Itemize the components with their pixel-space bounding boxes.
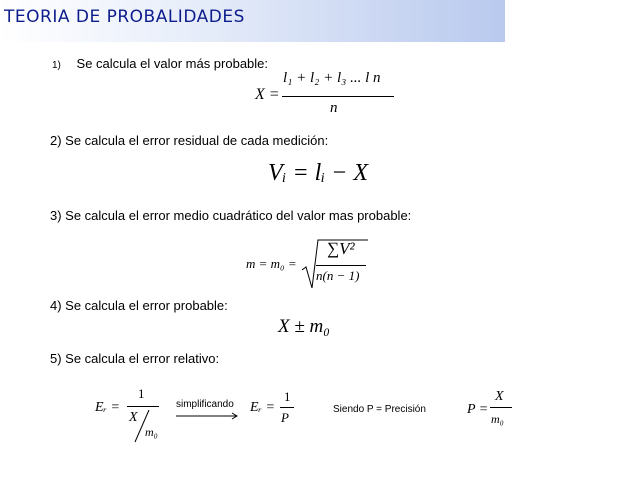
formula-4: X ± m₀ — [278, 316, 330, 337]
step-4: 4) Se calcula el error probable: — [50, 298, 228, 313]
formula-1-lhs: X = — [255, 86, 280, 103]
label-simplificando: simplificando — [176, 399, 234, 410]
p-lhs: P = — [467, 402, 489, 417]
step-1-text: Se calcula el valor más probable: — [76, 56, 269, 71]
formula-1-numerator: l₁ + l₂ + l₃ ... l n — [283, 70, 381, 86]
er1-lhs: Eᵣ = — [95, 400, 120, 415]
step-2: 2) Se calcula el error residual de cada medición: — [50, 133, 329, 148]
arrow-right-icon — [176, 412, 240, 420]
formula-3-sum: ∑V² — [327, 239, 355, 258]
p-fraction-bar — [490, 407, 512, 408]
p-numerator: X — [495, 389, 504, 404]
p-denominator: m₀ — [491, 412, 504, 426]
er1-denominator-x: X — [129, 410, 138, 425]
formula-3-fraction-bar — [316, 265, 366, 266]
formula-2: Vᵢ = lᵢ − X — [268, 160, 368, 186]
formula-1-fraction-bar — [282, 96, 394, 97]
formula-1-denominator: n — [330, 100, 338, 116]
label-siendo: Siendo P = Precisión — [333, 404, 426, 415]
page-title: TEORIA DE PROBALIDADES — [4, 7, 245, 27]
formula-3-lhs: m = m₀ = — [246, 256, 297, 271]
er2-lhs: Eᵣ = — [250, 400, 275, 415]
step-3: 3) Se calcula el error medio cuadrático del valor mas probable: — [50, 208, 412, 223]
formula-3-denominator: n(n − 1) — [316, 268, 360, 283]
er2-fraction-bar — [280, 407, 294, 408]
er1-numerator: 1 — [138, 386, 145, 401]
step-1 — [52, 56, 268, 71]
step-5: 5) Se calcula el error relativo: — [50, 351, 220, 366]
er2-numerator: 1 — [284, 389, 291, 404]
er1-denominator-m: m₀ — [145, 425, 158, 439]
step-1-number: 1) — [52, 60, 61, 71]
er1-fraction-bar — [127, 406, 159, 407]
er2-denominator: P — [281, 410, 289, 425]
